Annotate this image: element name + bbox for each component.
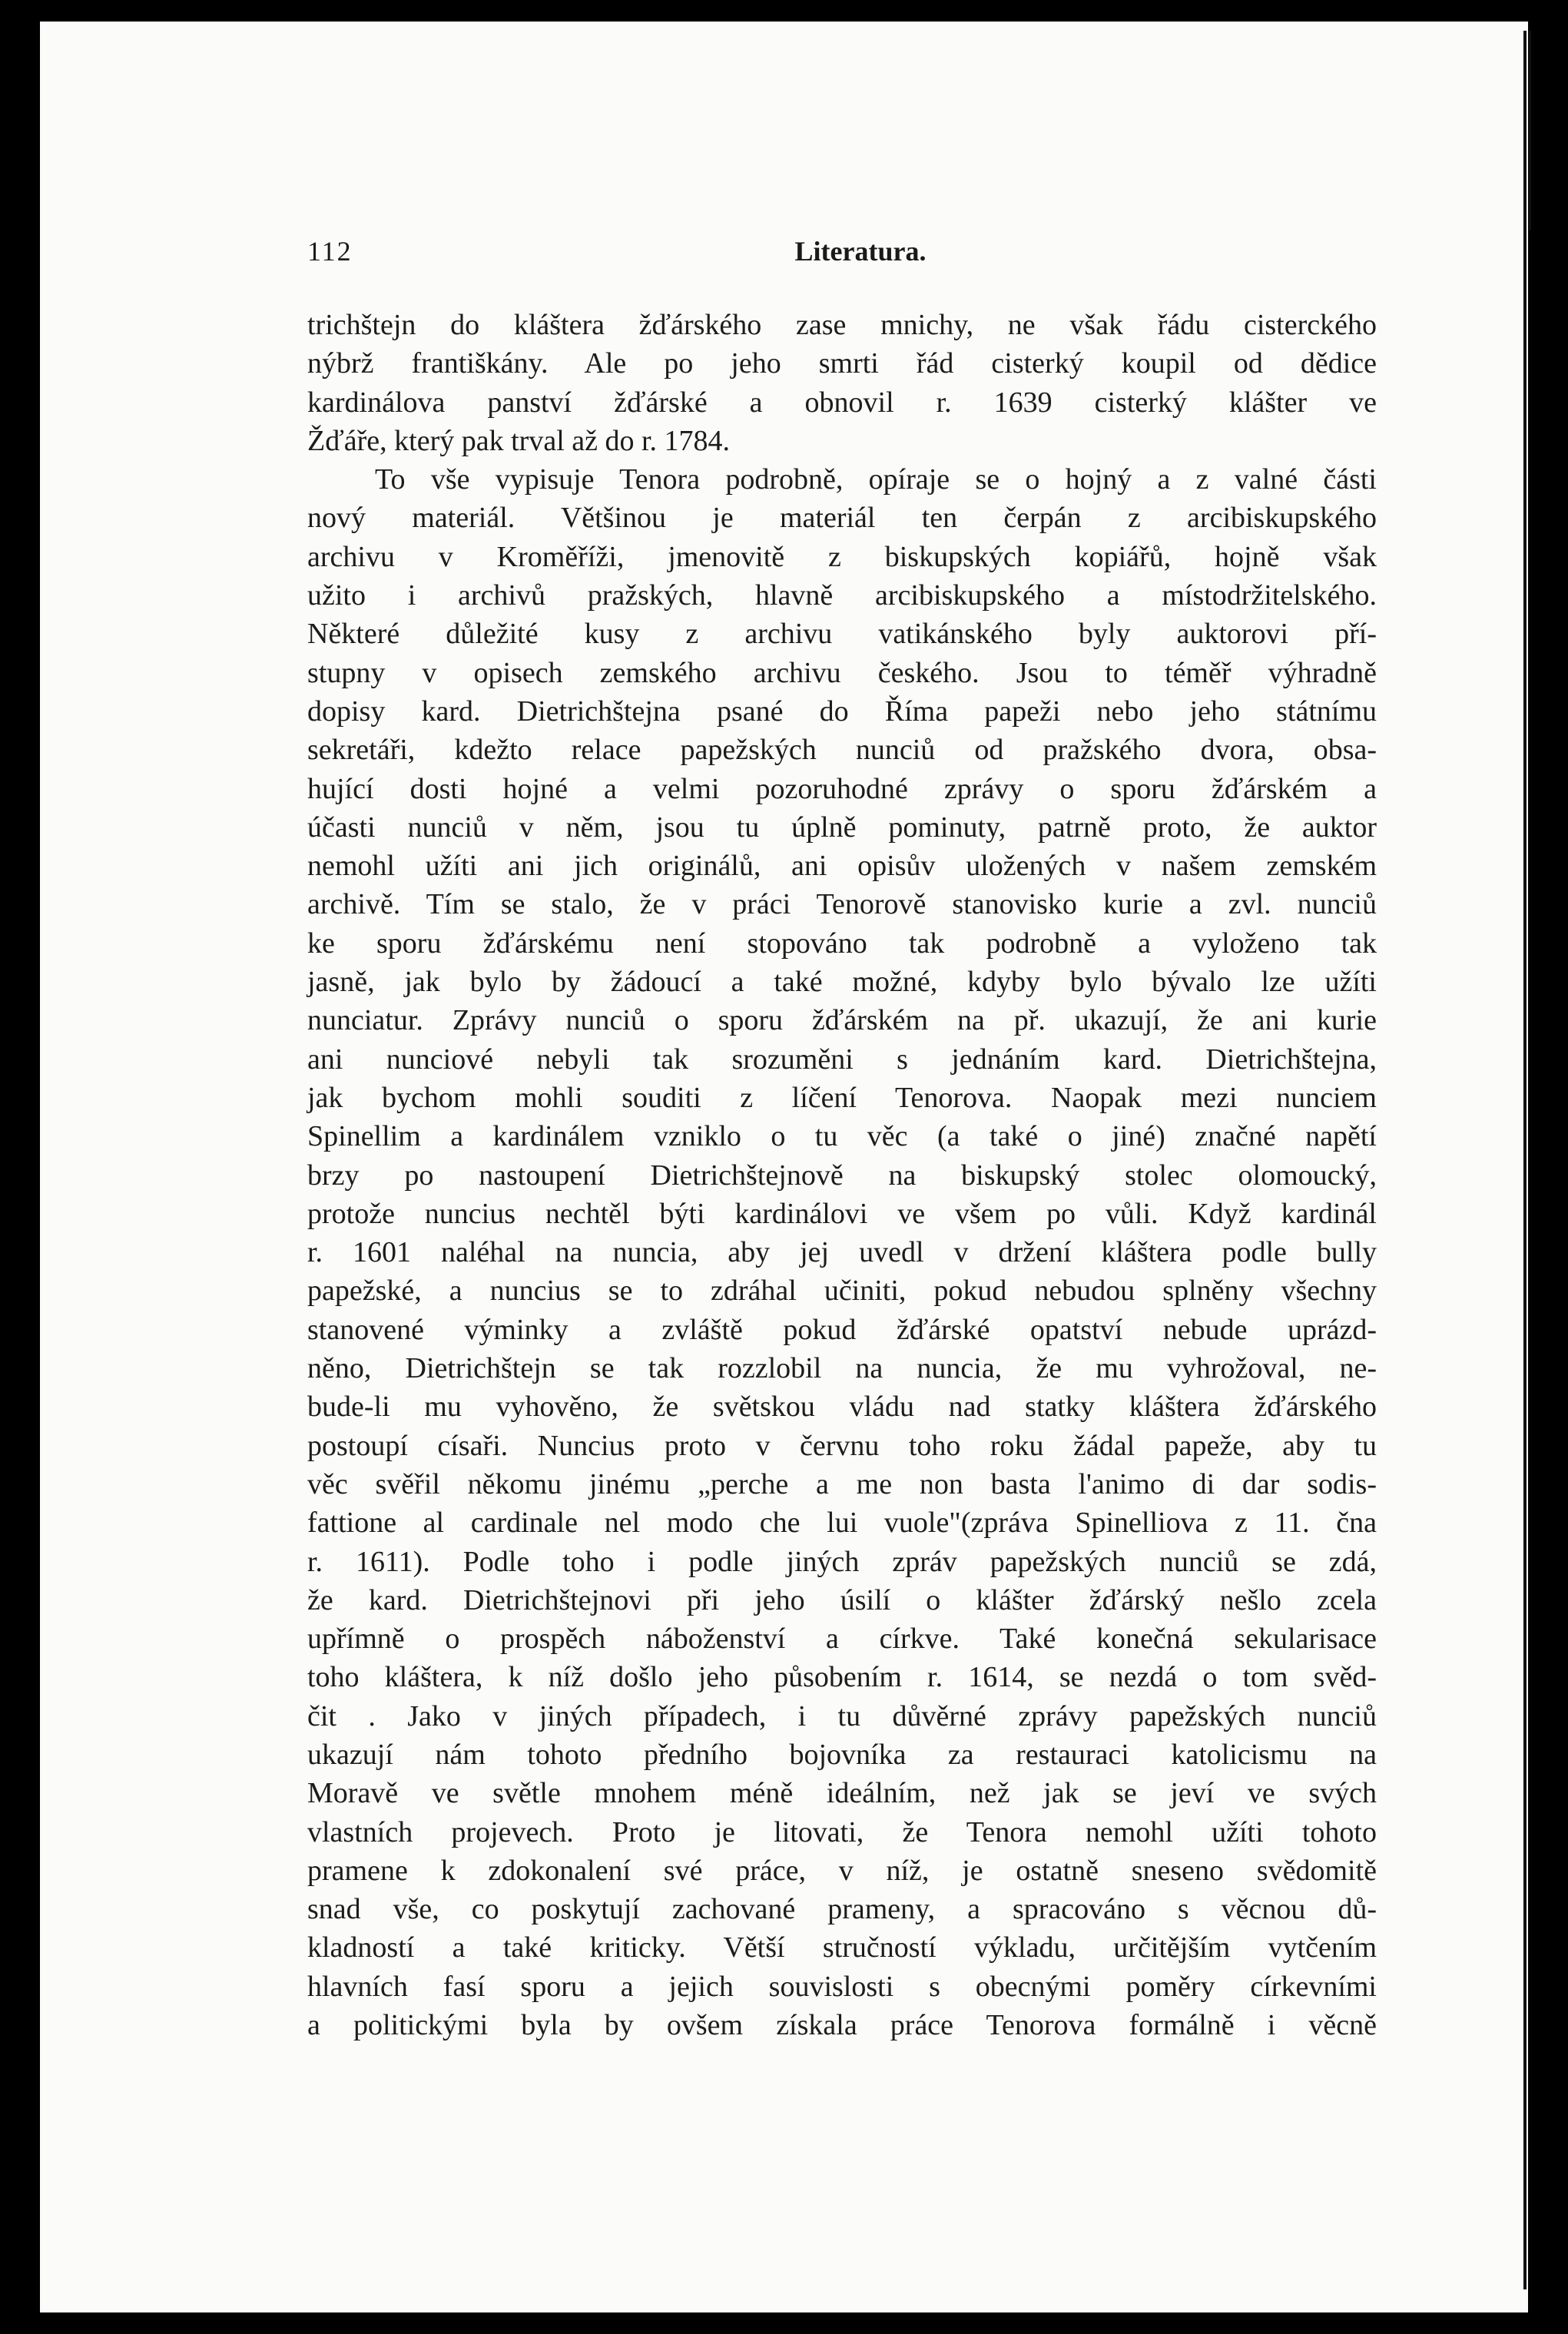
text-line: papežské, a nuncius se to zdráhal učiniti, pokud nebudou splněny všechny xyxy=(307,1275,1377,1308)
text-line: fattione al cardinale nel modo che lui vuole"(zpráva Spinelliova z 11. čna xyxy=(307,1507,1377,1540)
text-line: dopisy kard. Dietrichštejna psané do Říma papeži nebo jeho státnímu xyxy=(307,695,1377,728)
text-line: účasti nunciů v něm, jsou tu úplně pominuty, patrně proto, že auktor xyxy=(307,811,1377,844)
body-text xyxy=(307,306,1377,2044)
text-line: protože nuncius nechtěl býti kardinálovi ve všem po vůli. Když kardinál xyxy=(307,1197,1377,1230)
text-line: To vše vypisuje Tenora podrobně, opíraje se o hojný a z valné části xyxy=(375,463,1377,496)
text-line: r. 1601 naléhal na nuncia, aby jej uvedl v držení kláštera podle bully xyxy=(307,1236,1377,1269)
text-line: stupny v opisech zemského archivu českého. Jsou to téměř výhradně xyxy=(307,656,1377,689)
text-line: toho kláštera, k níž došlo jeho působením r. 1614, se nezdá o tom svěd- xyxy=(307,1661,1377,1694)
text-line: ani nunciové nebyli tak srozuměni s jednáním kard. Dietrichštejna, xyxy=(307,1043,1377,1076)
text-line: brzy po nastoupení Dietrichštejnově na biskupský stolec olomoucký, xyxy=(307,1159,1377,1192)
text-line: hlavních fasí sporu a jejich souvislosti s obecnými poměry církevními xyxy=(307,1970,1377,2003)
text-line: vlastních projevech. Proto je litovati, že Tenora nemohl užíti tohoto xyxy=(307,1815,1377,1848)
text-line: nemohl užíti ani jich originálů, ani opisův uložených v našem zemském xyxy=(307,850,1377,883)
text-line: trichštejn do kláštera žďárského zase mnichy, ne však řádu cisterckého xyxy=(307,309,1377,341)
text-line: upřímně o prospěch náboženství a církve. Také konečná sekularisace xyxy=(307,1623,1377,1656)
text-line: sekretáři, kdežto relace papežských nunciů od pražského dvora, obsa- xyxy=(307,734,1377,767)
text-line: archivu v Kroměříži, jmenovitě z biskupských kopiářů, hojně však xyxy=(307,540,1377,573)
page-edge-notch xyxy=(1529,31,1539,230)
text-line: užito i archivů pražských, hlavně arcibiskupského a místodržitelského. xyxy=(307,579,1377,612)
text-line: Spinellim a kardinálem vzniklo o tu věc (a také o jiné) značné napětí xyxy=(307,1120,1377,1153)
text-line: r. 1611). Podle toho i podle jiných zpráv papežských nunciů se zdá, xyxy=(307,1545,1377,1578)
text-line: jasně, jak bylo by žádoucí a také možné, kdyby bylo bývalo lze užíti xyxy=(307,966,1377,999)
text-line: něno, Dietrichštejn se tak rozzlobil na nuncia, že mu vyhrožoval, ne- xyxy=(307,1352,1377,1385)
running-title: Literatura. xyxy=(794,236,927,267)
text-line: bude-li mu vyhověno, že světskou vládu nad statky kláštera žďárského xyxy=(307,1391,1377,1424)
text-line: ke sporu žďárskému není stopováno tak podrobně a vyloženo tak xyxy=(307,927,1377,960)
text-line: postoupí císaři. Nuncius proto v červnu toho roku žádal papeže, aby tu xyxy=(307,1429,1377,1462)
text-line: Některé důležité kusy z archivu vatikánského byly auktorovi pří- xyxy=(307,618,1377,651)
text-line: snad vše, co poskytují zachované prameny, a spracováno s věcnou dů- xyxy=(307,1893,1377,1926)
text-line: nunciatur. Zprávy nunciů o sporu žďárském na př. ukazují, že ani kurie xyxy=(307,1004,1377,1037)
text-line: kladností a také kriticky. Větší stručností výkladu, určitějším vytčením xyxy=(307,1931,1377,1964)
page-header xyxy=(307,235,1377,274)
text-line: jak bychom mohli souditi z líčení Tenorova. Naopak mezi nunciem xyxy=(307,1081,1377,1114)
text-line: že kard. Dietrichštejnovi při jeho úsilí o klášter žďárský nešlo zcela xyxy=(307,1583,1377,1616)
text-line: archivě. Tím se stalo, že v práci Tenorově stanovisko kurie a zvl. nunciů xyxy=(307,888,1377,921)
page-number: 112 xyxy=(307,236,353,267)
text-line: nový materiál. Většinou je materiál ten čerpán z arcibiskupského xyxy=(307,502,1377,535)
text-line: ukazují nám tohoto předního bojovníka za restauraci katolicismu na xyxy=(307,1738,1377,1771)
text-line: pramene k zdokonalení své práce, v níž, je ostatně sneseno svědomitě xyxy=(307,1854,1377,1887)
text-line: stanovené výminky a zvláště pokud žďárské opatství nebude uprázd- xyxy=(307,1313,1377,1346)
text-line: čit . Jako v jiných případech, i tu důvěrné zprávy papežských nunciů xyxy=(307,1699,1377,1732)
page-edge-shadow xyxy=(1523,31,1527,2289)
text-line: nýbrž františkány. Ale po jeho smrti řád cisterký koupil od dědice xyxy=(307,347,1377,380)
text-line: Moravě ve světle mnohem méně ideálním, než jak se jeví ve svých xyxy=(307,1777,1377,1810)
text-line: hující dosti hojné a velmi pozoruhodné zprávy o sporu žďárském a xyxy=(307,772,1377,805)
text-line: věc svěřil někomu jinému „perche a me non basta l'animo di dar sodis- xyxy=(307,1467,1377,1500)
text-line: Žďáře, který pak trval až do r. 1784. xyxy=(307,424,731,457)
text-line: a politickými byla by ovšem získala práce Tenorova formálně i věcně xyxy=(307,2009,1377,2042)
text-line: kardinálova panství žďárské a obnovil r. 1639 cisterký klášter ve xyxy=(307,386,1377,419)
